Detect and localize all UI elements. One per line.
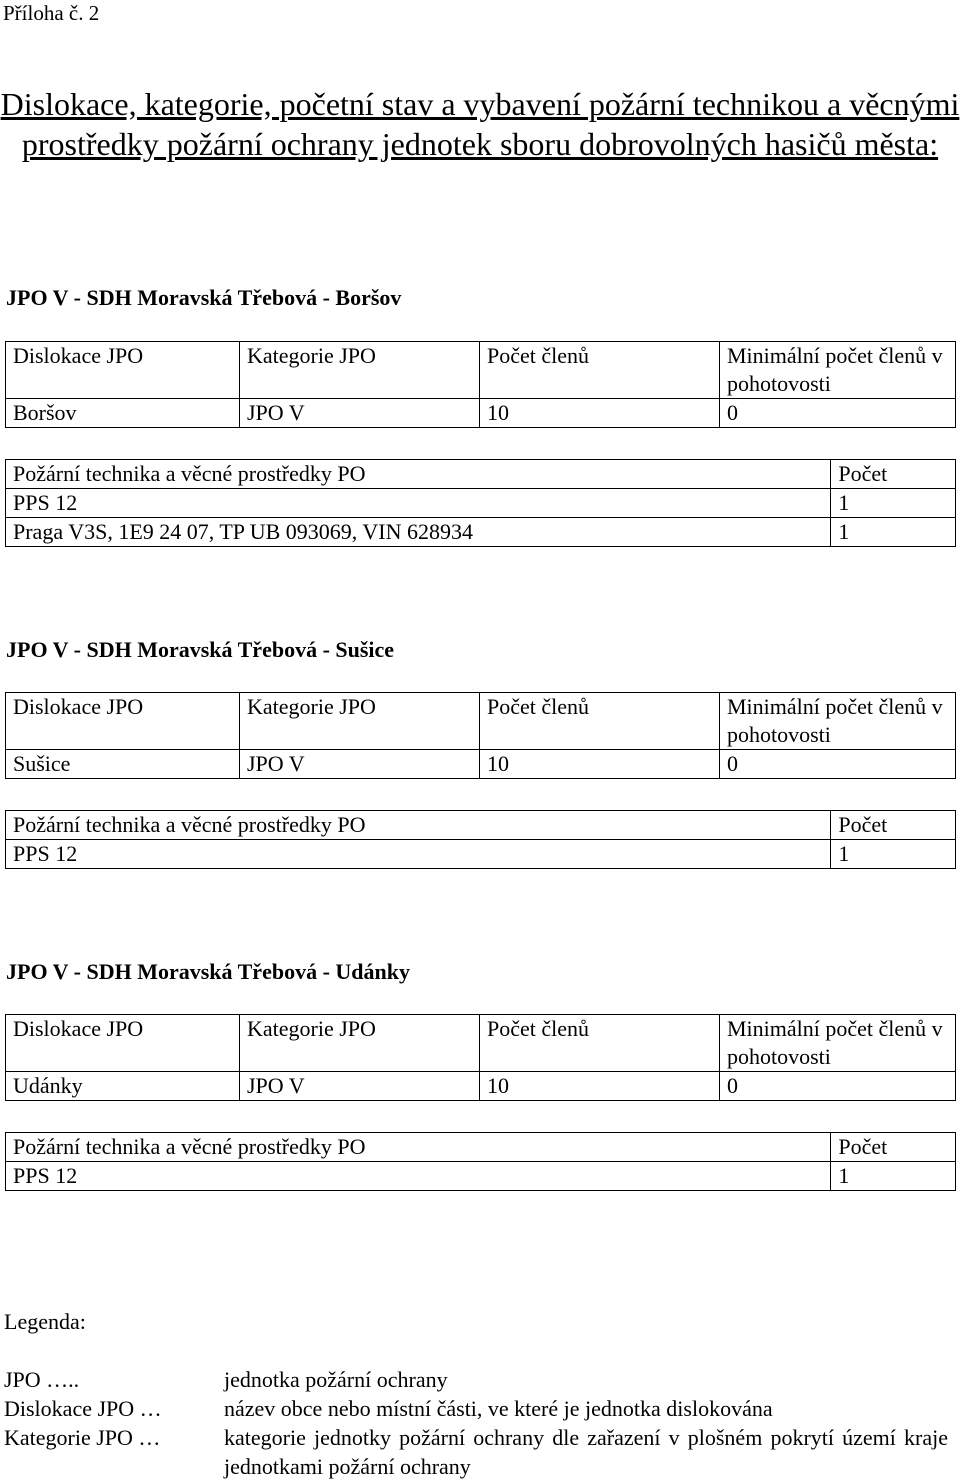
equipment-row [6, 1162, 956, 1191]
equipment-row [6, 840, 956, 869]
equipment-table-susice [5, 810, 956, 869]
cell-category: JPO V [240, 399, 480, 428]
unit-heading-udanky: JPO V - SDH Moravská Třebová - Udánky [6, 959, 410, 984]
unit-table-susice [5, 692, 956, 779]
unit-table-row [6, 1072, 956, 1101]
unit-heading-borsov: JPO V - SDH Moravská Třebová - Boršov [6, 285, 402, 310]
header-members: Počet členů [480, 342, 720, 399]
cell-min-members: 0 [720, 750, 956, 779]
cell-dislocation: Sušice [6, 750, 240, 779]
cell-members: 10 [480, 750, 720, 779]
cell-dislocation: Boršov [6, 399, 240, 428]
cell-members: 10 [480, 1072, 720, 1101]
equipment-table-header-row [6, 811, 956, 840]
annex-label: Příloha č. 2 [3, 1, 100, 25]
header-category: Kategorie JPO [240, 1015, 480, 1072]
header-category: Kategorie JPO [240, 693, 480, 750]
equipment-name: PPS 12 [6, 1162, 831, 1191]
equipment-count: 1 [831, 518, 956, 547]
cell-category: JPO V [240, 1072, 480, 1101]
equipment-count: 1 [831, 489, 956, 518]
equipment-name: Praga V3S, 1E9 24 07, TP UB 093069, VIN 628934 [6, 518, 831, 547]
header-min-members: Minimální počet členů v pohotovosti [720, 1015, 956, 1072]
header-count: Počet [831, 460, 956, 489]
legend-definition: kategorie jednotky požární ochrany dle zařazení v plošném pokrytí území kraje jednotkami požární ochrany [224, 1425, 948, 1479]
header-min-members: Minimální počet členů v pohotovosti [720, 693, 956, 750]
unit-table-header-row [6, 342, 956, 399]
unit-heading-susice: JPO V - SDH Moravská Třebová - Sušice [6, 637, 395, 662]
header-category: Kategorie JPO [240, 342, 480, 399]
unit-table-header-row [6, 693, 956, 750]
equipment-name: PPS 12 [6, 840, 831, 869]
header-dislocation: Dislokace JPO [6, 342, 240, 399]
equipment-row [6, 489, 956, 518]
unit-table-row [6, 750, 956, 779]
header-equipment: Požární technika a věcné prostředky PO [6, 1133, 831, 1162]
cell-min-members: 0 [720, 1072, 956, 1101]
header-equipment: Požární technika a věcné prostředky PO [6, 460, 831, 489]
legend-term: Kategorie JPO … [4, 1425, 161, 1450]
unit-table-udanky [5, 1014, 956, 1101]
cell-min-members: 0 [720, 399, 956, 428]
document-title: Dislokace, kategorie, početní stav a vybavení požární technikou a věcnými prostředky požární ochrany jednotek sboru dobrovolných hasičů města: [0, 86, 960, 162]
equipment-row [6, 518, 956, 547]
header-members: Počet členů [480, 693, 720, 750]
cell-members: 10 [480, 399, 720, 428]
unit-table-row [6, 399, 956, 428]
cell-category: JPO V [240, 750, 480, 779]
header-equipment: Požární technika a věcné prostředky PO [6, 811, 831, 840]
legend-title: Legenda: [4, 1309, 86, 1334]
header-count: Počet [831, 811, 956, 840]
header-count: Počet [831, 1133, 956, 1162]
legend-definition: název obce nebo místní části, ve které je jednotka dislokována [224, 1396, 773, 1421]
equipment-count: 1 [831, 840, 956, 869]
equipment-table-borsov [5, 459, 956, 547]
equipment-table-udanky [5, 1132, 956, 1191]
legend-term: JPO ….. [4, 1367, 80, 1392]
equipment-count: 1 [831, 1162, 956, 1191]
equipment-name: PPS 12 [6, 489, 831, 518]
equipment-table-header-row [6, 1133, 956, 1162]
legend-definition: jednotka požární ochrany [224, 1367, 448, 1392]
header-dislocation: Dislokace JPO [6, 1015, 240, 1072]
header-dislocation: Dislokace JPO [6, 693, 240, 750]
header-min-members: Minimální počet členů v pohotovosti [720, 342, 956, 399]
cell-dislocation: Udánky [6, 1072, 240, 1101]
equipment-table-header-row [6, 460, 956, 489]
header-members: Počet členů [480, 1015, 720, 1072]
unit-table-borsov [5, 341, 956, 428]
legend-term: Dislokace JPO … [4, 1396, 162, 1421]
unit-table-header-row [6, 1015, 956, 1072]
